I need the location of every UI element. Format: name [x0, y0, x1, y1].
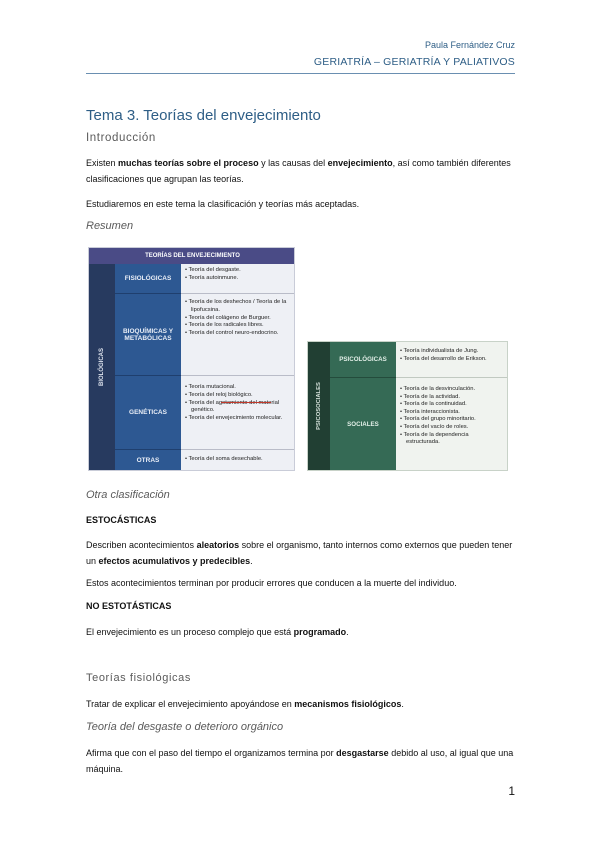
fisiologicas-paragraph: Tratar de explicar el envejecimiento apoyándose en mecanismos fisiológicos.	[86, 699, 404, 709]
page-title: Tema 3. Teorías del envejecimiento	[86, 107, 321, 124]
estocasticas-title: ESTOCÁSTICAS	[86, 515, 157, 525]
category-geneticas: GENÉTICAS	[115, 376, 181, 450]
no-estocasticas-title: NO ESTOTÁSTICAS	[86, 601, 172, 611]
resumen-heading: Resumen	[86, 220, 134, 232]
no-estocasticas-paragraph: El envejecimiento es un proceso complejo que está programado.	[86, 627, 349, 637]
items-psicologicas: • Teoría individualista de Jung. • Teoría del desarrollo de Erikson.	[396, 342, 507, 378]
intro-paragraph-1: Existen muchas teorías sobre el proceso y las causas del envejecimiento, así como también diferentes clasificaciones que agrupan las teorías.	[86, 158, 511, 184]
estocasticas-paragraph-2: Estos acontecimientos terminan por producir errores que conducen a la muerte del individuo.	[86, 578, 457, 588]
handwritten-underline	[221, 402, 271, 403]
category-fisiologicas: FISIOLÓGICAS	[115, 264, 181, 294]
items-bioquimicas: • Teoría de los deshechos / Teoría de la lipofucsina. • Teoría del colágeno de Burguer. • Teoría de los radicales libres. • Teoría del control neuro-endocrino.	[181, 294, 294, 376]
header-course: GERIATRÍA – GERIATRÍA Y PALIATIVOS	[313, 56, 515, 68]
items-sociales: • Teoría de la desvinculación. • Teoría de la actividad. • Teoría de la continuidad. • Teoría interaccionista. • Teoría del grupo minoritario. • Teoría del vacío de roles. • Teoría de la dependencia estructurada.	[400, 386, 476, 446]
intro-heading: Introducción	[86, 132, 156, 144]
header-author: Paula Fernández Cruz	[424, 40, 515, 50]
category-bioquimicas: BIOQUÍMICAS Y METABÓLICAS	[115, 294, 181, 376]
estocasticas-paragraph-1: Describen acontecimientos aleatorios sobre el organismo, tanto internos como externos que pueden tener un efectos acumulativos y predecibles.	[86, 540, 513, 566]
category-otras: OTRAS	[115, 450, 181, 470]
page-number: 1	[508, 784, 515, 798]
teoria-desgaste-heading: Teoría del desgaste o deterioro orgánico	[86, 721, 284, 733]
table-side-label: PSICOSOCIALES	[308, 342, 330, 470]
teorias-fisiologicas-heading: Teorías fisiológicas	[86, 672, 191, 684]
table-side-label: BIOLÓGICAS	[89, 264, 115, 470]
psychosocial-theories-table	[307, 341, 508, 471]
intro-paragraph-2: Estudiaremos en este tema la clasificación y teorías más aceptadas.	[86, 199, 360, 209]
header-divider	[86, 73, 515, 74]
biological-theories-table	[88, 247, 295, 471]
table-title: TEORÍAS DEL ENVEJECIMIENTO	[89, 248, 295, 264]
category-sociales: SOCIALES	[330, 378, 396, 470]
items-geneticas: • Teoría mutacional. • Teoría del reloj biológico. • Teoría del agotamiento del material genético. • Teoría del envejecimiento molecular.	[181, 376, 294, 450]
desgaste-paragraph: Afirma que con el paso del tiempo el organizamos termina por desgastarse debido al uso, al igual que una máquina.	[86, 748, 514, 774]
category-psicologicas: PSICOLÓGICAS	[330, 342, 396, 378]
items-otras: • Teoría del soma desechable.	[185, 456, 263, 462]
items-fisiologicas: • Teoría del desgaste. • Teoría autoinmune.	[181, 264, 294, 294]
otra-clasificacion-heading: Otra clasificación	[86, 489, 170, 501]
